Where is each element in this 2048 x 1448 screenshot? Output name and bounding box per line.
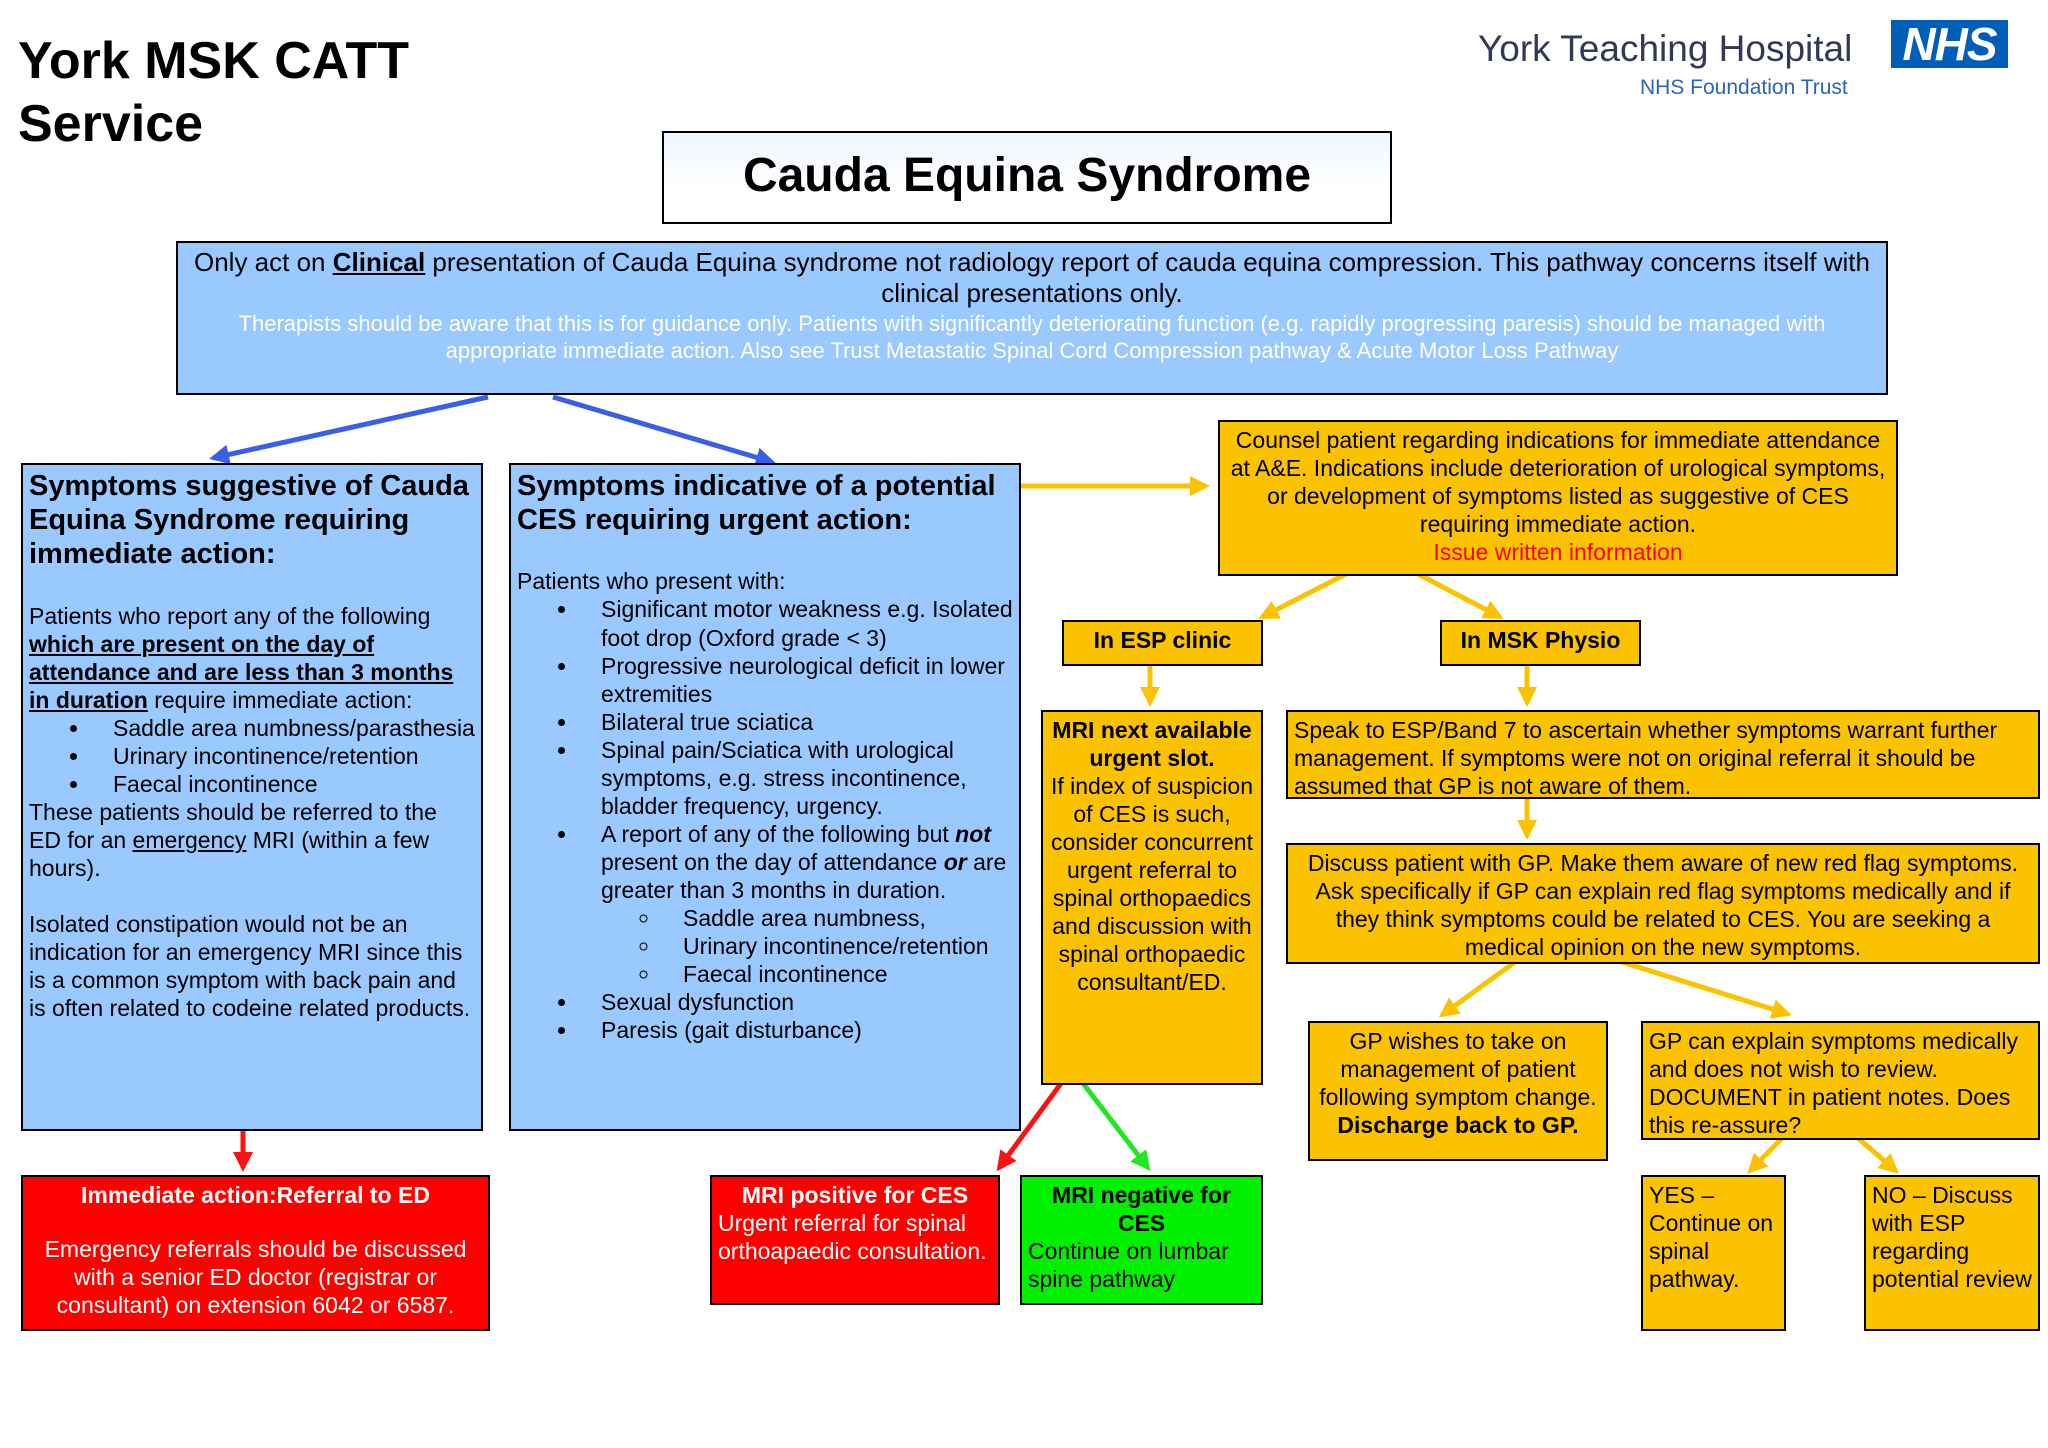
arrow-discuss-to-gpexplain bbox=[1622, 962, 1788, 1014]
discuss-with-gp-box: Discuss patient with GP. Make them aware of new red flag symptoms. Ask specifically if GP can explain red flag symptoms medically and if they think symptoms could be related to CES. You are seeking a medical opinion on the new symptoms. bbox=[1286, 843, 2040, 964]
list-item: • Progressive neurological deficit in lower extremities bbox=[579, 652, 1013, 708]
mri-negative-heading: MRI negative for CES bbox=[1052, 1182, 1231, 1237]
report-not-emphasis: not bbox=[955, 820, 991, 847]
arrow-gpexplain-to-no bbox=[1858, 1138, 1896, 1171]
arrow-counsel-to-esp bbox=[1262, 574, 1346, 617]
list-item: • Paresis (gait disturbance) bbox=[579, 1016, 1013, 1044]
arrow-discuss-to-gpwishes bbox=[1442, 962, 1515, 1015]
list-item: • Sexual dysfunction bbox=[579, 988, 1013, 1016]
immediate-symptom-list bbox=[29, 714, 475, 798]
list-item: • Faecal incontinence bbox=[91, 770, 475, 798]
immediate-paragraph-1 bbox=[29, 602, 475, 714]
mri-next-text: If index of suspicion of CES is such, consider concurrent urgent referral to spinal orthopaedics and discussion with spinal orthopaedic consultant/ED. bbox=[1050, 773, 1253, 996]
immediate-heading: Symptoms suggestive of Cauda Equina Syndrome requiring immediate action: bbox=[29, 470, 469, 571]
ed-referral-text: Emergency referrals should be discussed with a senior ED doctor (registrar or consultant) on extension 6042 or 6587. bbox=[44, 1236, 467, 1319]
speak-to-esp-box: Speak to ESP/Band 7 to ascertain whether symptoms warrant further management. If symptoms were not on original referral it should be assumed that GP is not aware of them. bbox=[1286, 710, 2040, 799]
mri-next-slot-box bbox=[1041, 710, 1263, 1085]
list-item: • Urinary incontinence/retention bbox=[91, 742, 475, 770]
intro-text bbox=[188, 247, 1876, 309]
immediate-p1-c: require immediate action: bbox=[147, 686, 413, 713]
discharge-to-gp: Discharge back to GP. bbox=[1337, 1112, 1579, 1139]
report-text-a: A report of any of the following but bbox=[601, 820, 956, 847]
arrow-intro-to-immediate bbox=[213, 397, 488, 458]
gp-explain-box: GP can explain symptoms medically and does not wish to review. DOCUMENT in patient notes. Does this re-assure? bbox=[1641, 1021, 2040, 1140]
immediate-symptoms-box bbox=[21, 463, 483, 1131]
list-item: ◦ Urinary incontinence/retention bbox=[661, 932, 1013, 960]
immediate-p2-c: MRI (within a few hours). bbox=[29, 827, 430, 882]
in-esp-clinic-box: In ESP clinic bbox=[1062, 620, 1263, 666]
service-title-line1: York MSK CATT bbox=[18, 32, 409, 90]
intro-note: Therapists should be aware that this is for guidance only. Patients with significantly deteriorating function (e.g. rapidly progressing paresis) should be managed with appropriate immediate action. Also see Trust Metastatic Spinal Cord Compression pathway & Acute Motor Loss Pathway bbox=[238, 311, 1826, 363]
gp-wishes-box bbox=[1308, 1021, 1608, 1161]
urgent-intro: Patients who present with: bbox=[517, 568, 786, 595]
intro-clinical-emphasis: Clinical bbox=[332, 247, 426, 277]
trust-subtitle: NHS Foundation Trust bbox=[1640, 76, 1848, 99]
counsel-patient-box bbox=[1218, 420, 1898, 576]
arrow-intro-to-urgent bbox=[553, 397, 772, 462]
immediate-p2-a: These patients should be referred to the ED for an bbox=[29, 798, 437, 854]
ed-referral-heading: Immediate action:Referral to ED bbox=[81, 1182, 430, 1208]
urgent-symptom-list bbox=[517, 595, 1013, 1044]
service-title bbox=[18, 30, 409, 157]
yes-continue-box: YES – Continue on spinal pathway. bbox=[1641, 1175, 1786, 1331]
arrow-gpexplain-to-yes bbox=[1750, 1138, 1782, 1171]
list-item: • Bilateral true sciatica bbox=[579, 708, 1013, 736]
list-item bbox=[579, 820, 1013, 988]
urgent-sub-list bbox=[601, 904, 1013, 988]
report-or-emphasis: or bbox=[943, 848, 967, 875]
trust-name: York Teaching Hospital bbox=[1478, 28, 1853, 69]
mri-negative-text: Continue on lumbar spine pathway bbox=[1028, 1238, 1229, 1293]
immediate-paragraph-3: Isolated constipation would not be an indication for an emergency MRI since this is a common symptom with back pain and is often related to codeine related products. bbox=[29, 911, 471, 1022]
mri-positive-text: Urgent referral for spinal orthoapaedic consultation. bbox=[718, 1210, 987, 1265]
service-title-line2: Service bbox=[18, 95, 204, 154]
nhs-logo: NHS bbox=[1891, 20, 2008, 68]
in-msk-physio-box: In MSK Physio bbox=[1440, 620, 1641, 666]
intro-text-part3: presentation of Cauda Equina syndrome not radiology report of cauda equina compression. This pathway concerns itself with clinical presentations only. bbox=[425, 247, 1870, 309]
urgent-symptoms-box bbox=[509, 463, 1021, 1131]
immediate-p1-emphasis: which are present on the day of attendance and are less than 3 months in duration bbox=[29, 630, 454, 713]
page-title: Cauda Equina Syndrome bbox=[662, 131, 1392, 224]
intro-text-part1: Only act on bbox=[193, 247, 333, 277]
no-discuss-box: NO – Discuss with ESP regarding potential review bbox=[1864, 1175, 2040, 1331]
arrow-counsel-to-msk bbox=[1418, 574, 1500, 617]
list-item: ◦ Faecal incontinence bbox=[661, 960, 1013, 988]
ed-referral-box bbox=[21, 1175, 490, 1331]
list-item: • Spinal pain/Sciatica with urological symptoms, e.g. stress incontinence, bladder frequency, urgency. bbox=[579, 736, 1013, 820]
intro-box bbox=[176, 241, 1888, 395]
mri-positive-box bbox=[710, 1175, 1000, 1305]
list-item: • Saddle area numbness/parasthesia bbox=[91, 714, 475, 742]
list-item: • Significant motor weakness e.g. Isolated foot drop (Oxford grade < 3) bbox=[579, 595, 1013, 651]
counsel-text: Counsel patient regarding indications for immediate attendance at A&E. Indications include deterioration of urological symptoms, or development of symptoms listed as suggestive of CES requiring immediate action. bbox=[1230, 427, 1886, 538]
urgent-heading: Symptoms indicative of a potential CES requiring urgent action: bbox=[517, 470, 996, 537]
gp-wishes-text: GP wishes to take on management of patient following symptom change. bbox=[1319, 1028, 1597, 1111]
immediate-p1-a: Patients who report any of the following bbox=[29, 602, 431, 629]
report-text-c: are greater than 3 months in duration. bbox=[601, 848, 1007, 903]
immediate-paragraph-2 bbox=[29, 798, 475, 882]
immediate-p2-emergency: emergency bbox=[132, 827, 247, 854]
report-text-b: present on the day of attendance bbox=[601, 848, 944, 875]
issue-written-info: Issue written information bbox=[1433, 539, 1683, 566]
list-item: ◦ Saddle area numbness, bbox=[661, 904, 1013, 932]
arrow-mri-to-negative bbox=[1082, 1082, 1148, 1168]
mri-positive-heading: MRI positive for CES bbox=[741, 1182, 969, 1208]
mri-next-bold: MRI next available urgent slot. bbox=[1052, 717, 1252, 772]
mri-negative-box bbox=[1020, 1175, 1263, 1305]
